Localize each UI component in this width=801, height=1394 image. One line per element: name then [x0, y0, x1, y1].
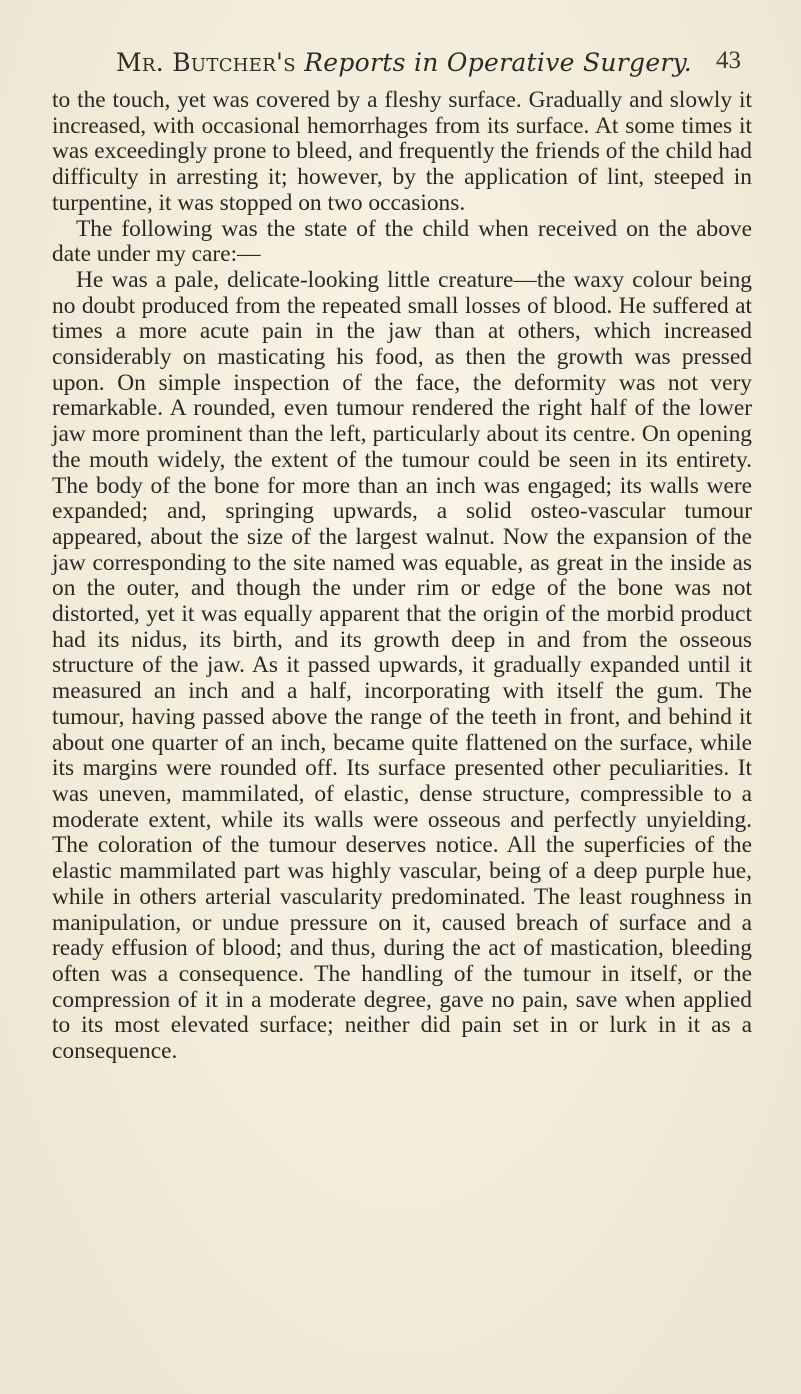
page-number: 43 — [716, 47, 741, 74]
body-text — [52, 88, 752, 1065]
running-header — [116, 48, 693, 77]
header-author: Mr. Butcher's — [116, 48, 296, 77]
header-title: Reports in Operative Surgery. — [304, 48, 693, 77]
paragraph-3: He was a pale, delicate-looking little creature—the waxy colour being no doubt produced from the repeated small losses of blood. He suffered at times a more acute pain in the jaw than at others, which increased considerably on masticating his food, as then the growth was pressed upon. On simple inspection of the face, the deformity was not very remarkable. A rounded, even tumour rendered the right half of the lower jaw more prominent than the left, particularly about its centre. On opening the mouth widely, the extent of the tumour could be seen in its entirety. The body of the bone for more than an inch was engaged; its walls were expanded; and, springing upwards, a solid osteo-vascular tumour appeared, about the size of the largest walnut. Now the expansion of the jaw corresponding to the site named was equable, as great in the inside as on the outer, and though the under rim or edge of the bone was not distorted, yet it was equally apparent that the origin of the morbid product had its nidus, its birth, and its growth deep in and from the osseous structure of the jaw. As it passed upwards, it gradually expanded until it measured an inch and a half, incorporating with itself the gum. The tumour, having passed above the range of the teeth in front, and behind it about one quarter of an inch, became quite flattened on the surface, while its margins were rounded off. Its surface presented other peculiarities. It was uneven, mammilated, of elastic, dense structure, compressible to a moderate extent, while its walls were osseous and perfectly unyielding. The coloration of the tumour deserves notice. All the superficies of the elastic mammilated part was highly vascular, being of a deep purple hue, while in others arterial vascularity predominated. The least roughness in manipulation, or undue pressure on it, caused breach of surface and a ready effusion of blood; and thus, during the act of mastication, bleeding often was a consequence. The handling of the tumour in itself, or the compression of it in a moderate degree, gave no pain, save when applied to its most elevated surface; neither did pain set in or lurk in it as a consequence. — [52, 266, 752, 1065]
paragraph-2: The following was the state of the child when received on the above date under my care:— — [52, 215, 752, 268]
paragraph-1: to the touch, yet was covered by a fleshy surface. Gradually and slowly it increased, with occasional hemorrhages from its surface. At some times it was exceedingly prone to bleed, and frequently the friends of the child had difficulty in arresting it; however, by the application of lint, steeped in turpentine, it was stopped on two occasions. — [52, 87, 752, 216]
